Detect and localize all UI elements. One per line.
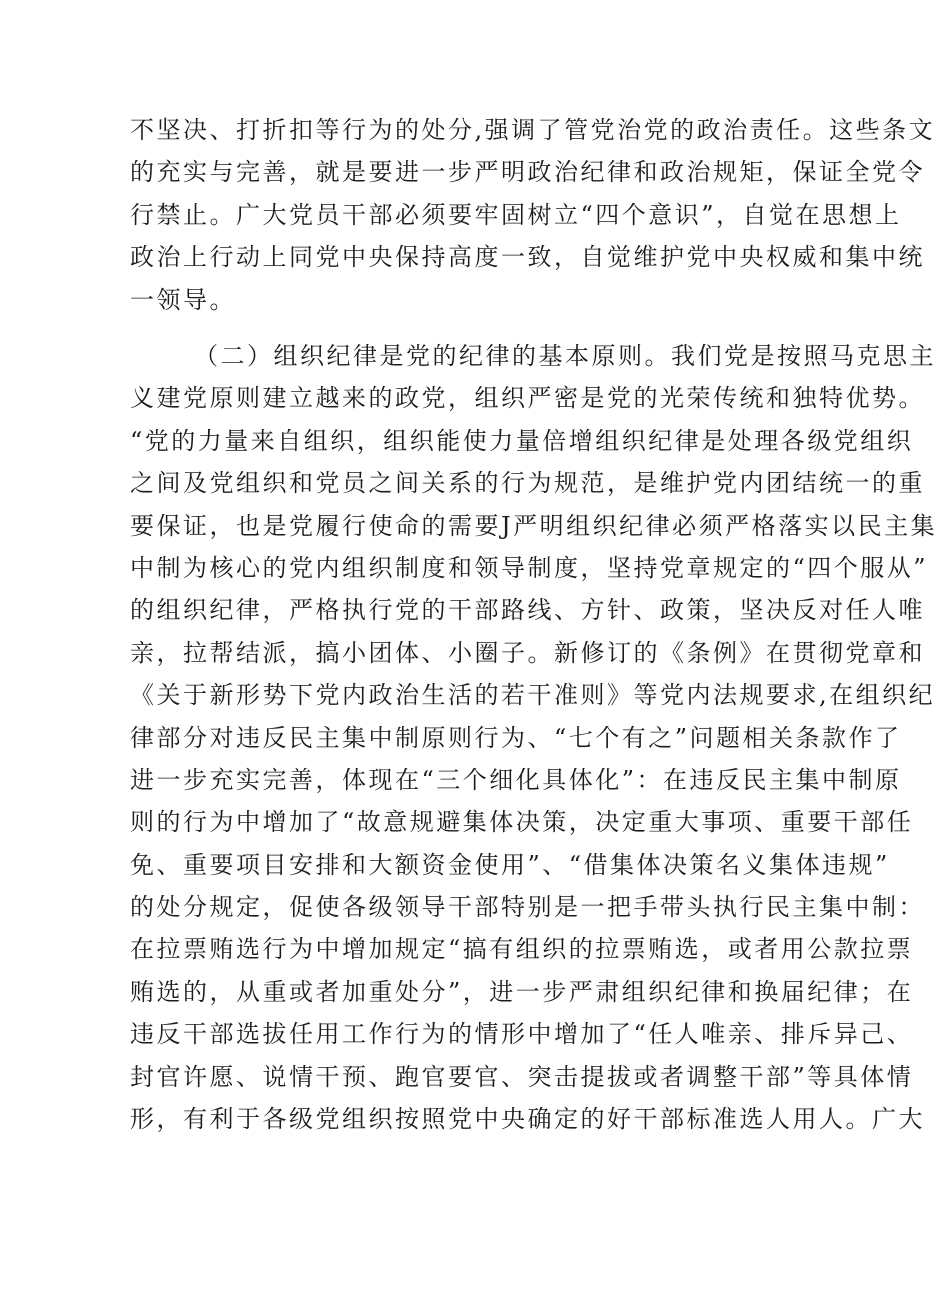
text-line: 律部分对违反民主集中制原则行为、“七个有之”问题相关条款作了 xyxy=(130,723,902,752)
text-line: 则的行为中增加了“故意规避集体决策，决定重大事项、重要干部任 xyxy=(130,808,914,837)
text-line: 义建党原则建立越来的政党，组织严密是党的光荣传统和独特优势。 xyxy=(130,384,925,413)
text-line: 封官许愿、说情干预、跑官要官、突击提拔或者调整干部”等具体情 xyxy=(130,1062,914,1091)
text-line: 免、重要项目安排和大额资金使用”、“借集体决策名义集体违规” xyxy=(130,850,890,879)
paragraph-political-discipline xyxy=(130,109,936,321)
text-line: 亲，拉帮结派，搞小团体、小圈子。新修订的《条例》在贯彻党章和 xyxy=(130,638,925,667)
text-line: 形，有利于各级党组织按照党中央确定的好干部标准选人用人。广大 xyxy=(130,1105,925,1134)
text-line: 行禁止。广大党员干部必须要牢固树立“四个意识”，自觉在思想上 xyxy=(130,200,902,229)
text-line: 一领导。 xyxy=(130,285,236,314)
paragraph-organizational-discipline xyxy=(130,335,937,1140)
text-line: “党的力量来自组织，组织能使力量倍增组织纪律是处理各级党组织 xyxy=(130,426,914,455)
text-line: 违反干部选拔任用工作行为的情形中增加了“任人唯亲、排斥异己、 xyxy=(130,1020,914,1049)
text-line: 在拉票贿选行为中增加规定“搞有组织的拉票贿选，或者用公款拉票 xyxy=(130,935,914,964)
text-line: 之间及党组织和党员之间关系的行为规范，是维护党内团结统一的重 xyxy=(130,469,925,498)
text-line: 的组织纪律，严格执行党的干部路线、方针、政策，坚决反对任人唯 xyxy=(130,596,925,625)
text-line: 要保证，也是党履行使命的需要J严明组织纪律必须严格落实以民主集 xyxy=(130,511,937,540)
text-line: 的处分规定，促使各级领导干部特别是一把手带头执行民主集中制： xyxy=(130,893,925,922)
text-line: （二）组织纪律是党的纪律的基本原则。我们党是按照马克思主 xyxy=(194,342,936,370)
text-line: 政治上行动上同党中央保持高度一致，自觉维护党中央权威和集中统 xyxy=(130,243,925,272)
text-line: 中制为核心的党内组织制度和领导制度，坚持党章规定的“四个服从” xyxy=(130,553,929,582)
text-line: 的充实与完善，就是要进一步严明政治纪律和政治规矩，保证全党令 xyxy=(130,158,925,187)
text-line: 贿选的，从重或者加重处分”，进一步严肃组织纪律和换届纪律；在 xyxy=(130,977,914,1006)
text-line: 不坚决、打折扣等行为的处分,强调了管党治党的政治责任。这些条文 xyxy=(130,116,936,144)
text-line: 进一步充实完善，体现在“三个细化具体化”：在违反民主集中制原 xyxy=(130,765,902,794)
text-line: 《关于新形势下党内政治生活的若干准则》等党内法规要求,在组织纪 xyxy=(130,681,936,710)
